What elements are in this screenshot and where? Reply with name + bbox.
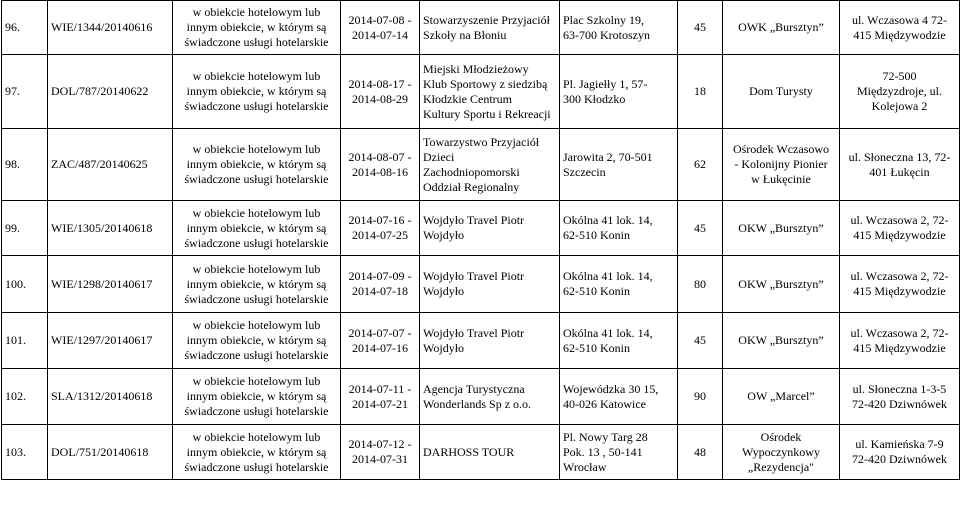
table-row <box>2 201 960 256</box>
cell-organizer-line: Miejski Młodzieżowy <box>423 61 529 76</box>
cell-location <box>840 313 960 369</box>
cell-dates-line: 2014-07-16 <box>352 340 408 355</box>
cell-address-line: 300 Kłodzko <box>563 91 626 106</box>
cell-place <box>723 129 840 201</box>
cell-place-line: OW „Marcel” <box>747 389 815 403</box>
cell-place-line: Ośrodek Wczasowo <box>732 142 830 156</box>
cell-dates-line: 2014-07-09 - <box>348 269 412 283</box>
cell-organizer <box>420 1 560 55</box>
cell-location <box>840 369 960 425</box>
cell-count: 90 <box>678 369 723 425</box>
cell-dates <box>341 1 420 55</box>
cell-location-line: Kolejowa 2 <box>871 99 928 113</box>
cell-place-line: OKW „Bursztyn” <box>738 276 824 291</box>
cell-dates-line: 2014-07-14 <box>352 27 408 42</box>
cell-dates <box>341 129 420 201</box>
cell-type <box>173 256 341 313</box>
cell-organizer-line: Dzieci <box>423 149 455 164</box>
cell-location-line: 401 Łukęcin <box>869 164 930 179</box>
cell-type-line: innym obiekcie, w którym są <box>186 444 327 459</box>
cell-address-line: Pok. 13 , 50-141 <box>563 444 643 459</box>
cell-lp: 96. <box>2 1 48 55</box>
cell-place-line: „Rezydencja" <box>747 459 815 474</box>
table-body <box>2 1 960 480</box>
cell-type-line: świadczone usługi hotelarskie <box>184 291 329 306</box>
cell-address <box>560 129 678 201</box>
cell-type-line: innym obiekcie, w którym są <box>186 389 327 403</box>
cell-organizer-line: Wojdyło Travel Piotr <box>423 213 525 227</box>
cell-place-line: Wypoczynkowy <box>742 444 820 459</box>
cell-address-line: Pl. Jagiełły 1, 57- <box>563 76 648 91</box>
cell-place-line: Ośrodek <box>760 429 802 444</box>
cell-location-line: 415 Międzywodzie <box>853 228 946 242</box>
cell-dates <box>341 256 420 313</box>
cell-location <box>840 55 960 129</box>
cell-organizer-line: Towarzystwo Przyjaciół <box>423 134 540 149</box>
cell-type <box>173 1 341 55</box>
cell-dates <box>341 55 420 129</box>
cell-type-line: świadczone usługi hotelarskie <box>184 235 329 250</box>
cell-ref: SLA/1312/20140618 <box>48 369 173 425</box>
cell-lp: 100. <box>2 256 48 313</box>
cell-place-line: - Kolonijny Pionier <box>734 157 828 171</box>
cell-count: 62 <box>678 129 723 201</box>
cell-organizer-line: Kultury Sportu i Rekreacji <box>423 106 551 121</box>
cell-ref: WIE/1344/20140616 <box>48 1 173 55</box>
cell-organizer-line: Kłodzkie Centrum <box>423 91 512 106</box>
cell-type-line: w obiekcie hotelowym lub <box>192 374 321 388</box>
cell-address <box>560 425 678 480</box>
cell-count: 48 <box>678 425 723 480</box>
cell-location-line: Międzyzdroje, ul. <box>857 84 942 98</box>
cell-address-line: 40-026 Katowice <box>563 396 646 411</box>
cell-ref: ZAC/487/20140625 <box>48 129 173 201</box>
cell-count: 45 <box>678 201 723 256</box>
cell-address-line: Okólna 41 lok. 14, <box>563 213 653 227</box>
cell-type-line: świadczone usługi hotelarskie <box>184 99 329 113</box>
cell-organizer-line: Wojdyło <box>423 284 465 298</box>
cell-type-line: świadczone usługi hotelarskie <box>184 35 329 49</box>
cell-dates <box>341 369 420 425</box>
cell-dates-line: 2014-07-12 - <box>348 437 412 451</box>
cell-organizer-line: Wonderlands Sp z o.o. <box>423 396 532 411</box>
cell-dates-line: 2014-07-18 <box>352 284 408 298</box>
cell-organizer <box>420 55 560 129</box>
cell-type-line: w obiekcie hotelowym lub <box>192 318 321 332</box>
cell-dates-line: 2014-08-07 - <box>348 149 412 164</box>
cell-location-line: ul. Kamieńska 7-9 <box>855 437 944 451</box>
cell-place-line: OKW „Bursztyn” <box>738 333 824 347</box>
cell-organizer <box>420 313 560 369</box>
cell-address-line: 62-510 Konin <box>563 228 630 242</box>
cell-dates-line: 2014-08-17 - <box>348 76 412 91</box>
cell-place <box>723 369 840 425</box>
cell-location-line: 415 Międzywodzie <box>853 340 946 355</box>
cell-organizer <box>420 425 560 480</box>
cell-ref: WIE/1305/20140618 <box>48 201 173 256</box>
cell-dates-line: 2014-07-21 <box>352 396 408 411</box>
cell-type-line: świadczone usługi hotelarskie <box>184 348 329 362</box>
cell-organizer-line: Stowarzyszenie Przyjaciół <box>423 12 550 27</box>
cell-address-line: Plac Szkolny 19, <box>563 12 644 27</box>
cell-location-line: 72-420 Dziwnówek <box>852 396 947 411</box>
cell-dates-line: 2014-07-11 - <box>348 381 412 396</box>
cell-organizer-line: Oddział Regionalny <box>423 179 520 194</box>
cell-address <box>560 369 678 425</box>
cell-location <box>840 1 960 55</box>
cell-dates <box>341 201 420 256</box>
cell-place <box>723 201 840 256</box>
cell-ref: WIE/1298/20140617 <box>48 256 173 313</box>
cell-ref: DOL/751/20140618 <box>48 425 173 480</box>
cell-location-line: 415 Międzywodzie <box>853 27 946 42</box>
cell-dates-line: 2014-07-08 - <box>348 12 412 27</box>
cell-location <box>840 425 960 480</box>
cell-ref: DOL/787/20140622 <box>48 55 173 129</box>
cell-place <box>723 425 840 480</box>
cell-place <box>723 256 840 313</box>
cell-type-line: świadczone usługi hotelarskie <box>184 172 329 186</box>
cell-lp: 98. <box>2 129 48 201</box>
cell-type-line: innym obiekcie, w którym są <box>186 220 327 235</box>
cell-lp: 102. <box>2 369 48 425</box>
cell-location <box>840 129 960 201</box>
cell-type <box>173 201 341 256</box>
cell-type-line: w obiekcie hotelowym lub <box>192 429 321 444</box>
cell-address-line: 63-700 Krotoszyn <box>563 27 650 42</box>
cell-type-line: w obiekcie hotelowym lub <box>192 142 321 156</box>
cell-type-line: w obiekcie hotelowym lub <box>192 5 321 19</box>
cell-type-line: innym obiekcie, w którym są <box>186 333 327 347</box>
cell-type-line: w obiekcie hotelowym lub <box>192 69 321 83</box>
cell-location-line: ul. Słoneczna 13, 72- <box>848 149 951 164</box>
cell-location-line: ul. Wczasowa 2, 72- <box>850 325 949 340</box>
cell-location-line: ul. Wczasowa 2, 72- <box>850 213 949 227</box>
cell-place <box>723 313 840 369</box>
cell-type-line: innym obiekcie, w którym są <box>186 84 327 98</box>
cell-type <box>173 129 341 201</box>
cell-organizer-line: Klub Sportowy z siedzibą <box>423 76 548 91</box>
cell-type <box>173 369 341 425</box>
cell-ref: WIE/1297/20140617 <box>48 313 173 369</box>
cell-organizer <box>420 201 560 256</box>
cell-address-line: Okólna 41 lok. 14, <box>563 325 653 340</box>
cell-place <box>723 1 840 55</box>
table-row <box>2 1 960 55</box>
cell-location <box>840 256 960 313</box>
cell-place-line: OWK „Bursztyn” <box>738 20 824 34</box>
cell-location <box>840 201 960 256</box>
cell-organizer-line: DARHOSS TOUR <box>423 444 515 459</box>
table-row <box>2 256 960 313</box>
cell-dates-line: 2014-07-31 <box>352 452 408 466</box>
cell-address-line: Jarowita 2, 70-501 <box>563 149 653 164</box>
cell-count: 18 <box>678 55 723 129</box>
cell-dates-line: 2014-07-25 <box>352 228 408 242</box>
cell-organizer-line: Wojdyło <box>423 340 465 355</box>
cell-place <box>723 55 840 129</box>
cell-type-line: świadczone usługi hotelarskie <box>184 404 329 418</box>
cell-organizer-line: Szkoły na Błoniu <box>423 27 507 42</box>
table-row <box>2 129 960 201</box>
cell-count: 80 <box>678 256 723 313</box>
cell-lp: 97. <box>2 55 48 129</box>
cell-location-line: ul. Słoneczna 1-3-5 <box>852 381 947 396</box>
cell-address-line: Okólna 41 lok. 14, <box>563 269 653 283</box>
table-row <box>2 369 960 425</box>
cell-address <box>560 1 678 55</box>
cell-type-line: innym obiekcie, w którym są <box>186 276 327 291</box>
cell-address-line: Szczecin <box>563 164 606 179</box>
cell-address-line: 62-510 Konin <box>563 284 630 298</box>
cell-address-line: Pl. Nowy Targ 28 <box>563 429 648 444</box>
cell-organizer-line: Wojdyło <box>423 228 465 242</box>
cell-address <box>560 313 678 369</box>
cell-place-line: w Łukęcinie <box>751 172 811 186</box>
cell-type-line: innym obiekcie, w którym są <box>186 157 327 171</box>
cell-place-line: OKW „Bursztyn” <box>738 220 824 235</box>
cell-dates-line: 2014-07-07 - <box>348 325 412 340</box>
cell-location-line: ul. Wczasowa 4 72- <box>851 12 948 27</box>
cell-location-line: 72-500 <box>882 69 917 83</box>
cell-lp: 101. <box>2 313 48 369</box>
cell-lp: 103. <box>2 425 48 480</box>
cell-dates-line: 2014-08-16 <box>352 164 408 179</box>
cell-count: 45 <box>678 313 723 369</box>
cell-dates <box>341 313 420 369</box>
cell-type-line: w obiekcie hotelowym lub <box>192 205 321 220</box>
cell-organizer-line: Wojdyło Travel Piotr <box>423 269 525 283</box>
cell-address <box>560 256 678 313</box>
table-row <box>2 55 960 129</box>
cell-address-line: Wojewódzka 30 15, <box>563 381 659 396</box>
cell-type <box>173 55 341 129</box>
cell-place-line: Dom Turysty <box>749 84 813 98</box>
cell-organizer <box>420 129 560 201</box>
cell-dates-line: 2014-07-16 - <box>348 213 412 227</box>
cell-type-line: innym obiekcie, w którym są <box>186 20 327 34</box>
cell-address-line: 62-510 Konin <box>563 340 630 355</box>
cell-lp: 99. <box>2 201 48 256</box>
cell-organizer-line: Agencja Turystyczna <box>423 381 525 396</box>
table-row <box>2 313 960 369</box>
cell-organizer-line: Zachodniopomorski <box>423 164 520 179</box>
cell-dates <box>341 425 420 480</box>
cell-count: 45 <box>678 1 723 55</box>
cell-organizer <box>420 256 560 313</box>
camps-table <box>1 0 960 480</box>
cell-organizer-line: Wojdyło Travel Piotr <box>423 325 525 340</box>
cell-type <box>173 425 341 480</box>
cell-location-line: 72-420 Dziwnówek <box>852 452 947 466</box>
cell-type-line: świadczone usługi hotelarskie <box>184 459 329 474</box>
cell-type-line: w obiekcie hotelowym lub <box>192 261 321 276</box>
cell-dates-line: 2014-08-29 <box>352 91 408 106</box>
cell-address <box>560 201 678 256</box>
cell-location-line: 415 Międzywodzie <box>853 284 946 298</box>
cell-address <box>560 55 678 129</box>
cell-type <box>173 313 341 369</box>
table-row <box>2 425 960 480</box>
cell-location-line: ul. Wczasowa 2, 72- <box>850 269 949 283</box>
cell-organizer <box>420 369 560 425</box>
cell-address-line: Wrocław <box>563 459 607 474</box>
